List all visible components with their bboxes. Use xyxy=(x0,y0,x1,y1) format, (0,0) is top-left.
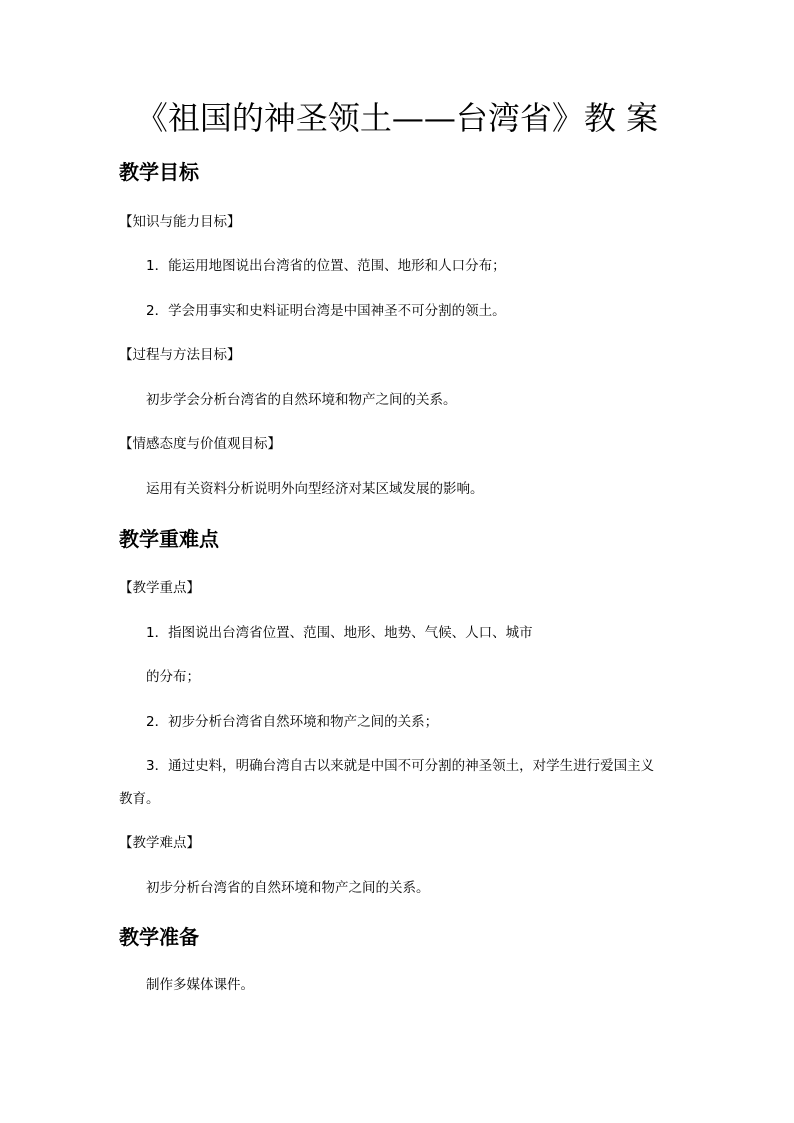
label-teaching-difficulty: 【教学难点】 xyxy=(119,835,200,851)
preparation-text: 制作多媒体课件。 xyxy=(146,977,254,993)
focus-item-2: 2．初步分析台湾省自然环境和物产之间的关系； xyxy=(146,714,439,730)
objective-item-2: 2．学会用事实和史料证明台湾是中国神圣不可分割的领土。 xyxy=(146,303,506,319)
process-method-text: 初步学会分析台湾省的自然环境和物产之间的关系。 xyxy=(146,392,457,408)
document-title: 《祖国的神圣领土——台湾省》教 案 xyxy=(135,99,659,137)
heading-preparation: 教学准备 xyxy=(119,925,199,949)
label-teaching-focus: 【教学重点】 xyxy=(119,580,200,596)
heading-objectives: 教学目标 xyxy=(119,160,199,184)
emotion-values-text: 运用有关资料分析说明外向型经济对某区域发展的影响。 xyxy=(146,481,484,497)
focus-item-1-line-1: 1．指图说出台湾省位置、范围、地形、地势、气候、人口、城市 xyxy=(146,625,533,641)
objective-item-1: 1．能运用地图说出台湾省的位置、范围、地形和人口分布； xyxy=(146,258,506,274)
focus-item-3-line-1: 3．通过史料，明确台湾自古以来就是中国不可分割的神圣领土，对学生进行爱国主义 xyxy=(146,758,655,774)
label-emotion-values: 【情感态度与价值观目标】 xyxy=(119,436,281,452)
difficulty-text: 初步分析台湾省的自然环境和物产之间的关系。 xyxy=(146,880,430,896)
focus-item-1-line-2: 的分布； xyxy=(146,669,200,685)
label-knowledge-ability: 【知识与能力目标】 xyxy=(119,214,241,230)
heading-keypoints: 教学重难点 xyxy=(119,527,219,551)
focus-item-3-line-2: 教育。 xyxy=(119,791,160,807)
label-process-method: 【过程与方法目标】 xyxy=(119,347,241,363)
